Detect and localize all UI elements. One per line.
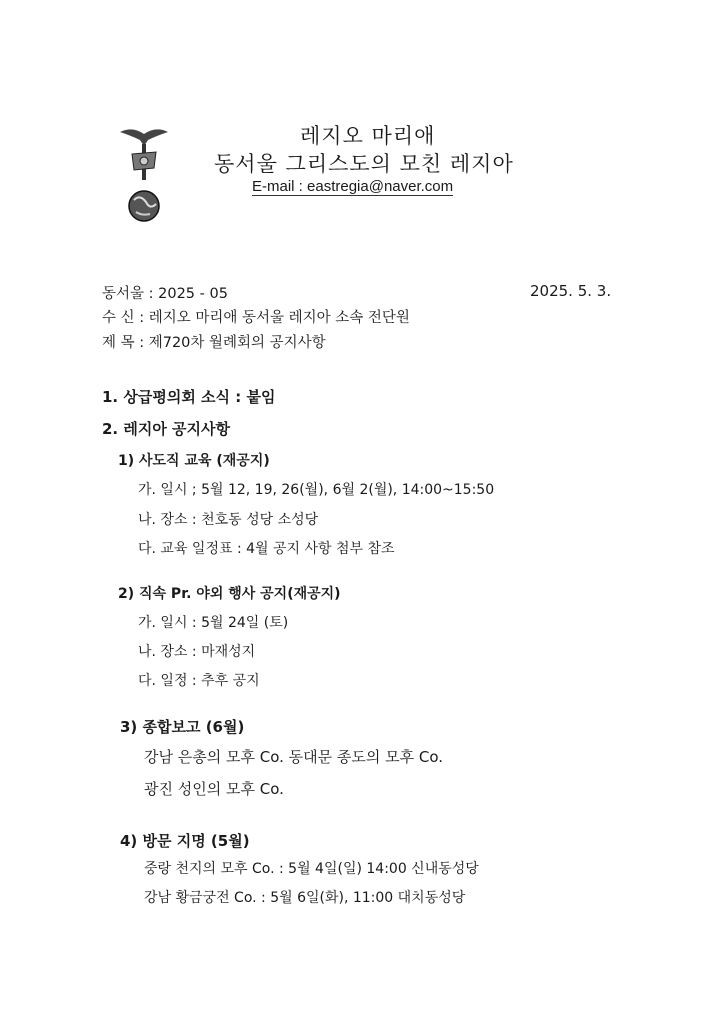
- sub4-line1: 중랑 천지의 모후 Co. : 5월 4일(일) 14:00 신내동성당: [144, 861, 479, 877]
- sub2-title: 2) 직속 Pr. 야외 행사 공지(재공지): [118, 586, 341, 602]
- sub4-line2: 강남 황금궁전 Co. : 5월 6일(화), 11:00 대치동성당: [144, 890, 466, 906]
- legion-vexillum-icon: [116, 124, 172, 224]
- sub1-da: 다. 교육 일정표 : 4월 공지 사항 첨부 참조: [138, 541, 395, 557]
- doc-date: 2025. 5. 3.: [530, 282, 612, 300]
- subject: 제 목 : 제720차 월례회의 공지사항: [102, 335, 326, 351]
- doc-number: 동서울 : 2025 - 05: [102, 286, 228, 302]
- sub3-line1: 강남 은총의 모후 Co. 동대문 종도의 모후 Co.: [144, 748, 444, 766]
- recipient: 수 신 : 레지오 마리애 동서울 레지아 소속 전단원: [102, 310, 410, 326]
- sub1-title: 1) 사도직 교육 (재공지): [118, 453, 270, 469]
- sub1-na: 나. 장소 : 천호동 성당 소성당: [138, 512, 319, 528]
- org-subtitle: 동서울 그리스도의 모친 레지아: [214, 152, 514, 176]
- org-name: 레지오 마리애: [300, 124, 436, 148]
- sub2-da: 다. 일정 : 추후 공지: [138, 673, 260, 689]
- sub2-ga: 가. 일시 : 5월 24일 (토): [138, 615, 289, 631]
- sub4-title: 4) 방문 지명 (5월): [120, 832, 250, 850]
- sub1-ga: 가. 일시 ; 5월 12, 19, 26(월), 6월 2(월), 14:00~15:50: [138, 482, 495, 498]
- section-2: 2. 레지아 공지사항: [102, 420, 231, 438]
- sub3-title: 3) 종합보고 (6월): [120, 718, 245, 736]
- sub3-line2: 광진 성인의 모후 Co.: [144, 780, 284, 798]
- org-email: E-mail : eastregia@naver.com: [252, 178, 454, 195]
- section-1: 1. 상급평의회 소식 : 붙임: [102, 388, 276, 406]
- sub2-na: 나. 장소 : 마재성지: [138, 644, 256, 660]
